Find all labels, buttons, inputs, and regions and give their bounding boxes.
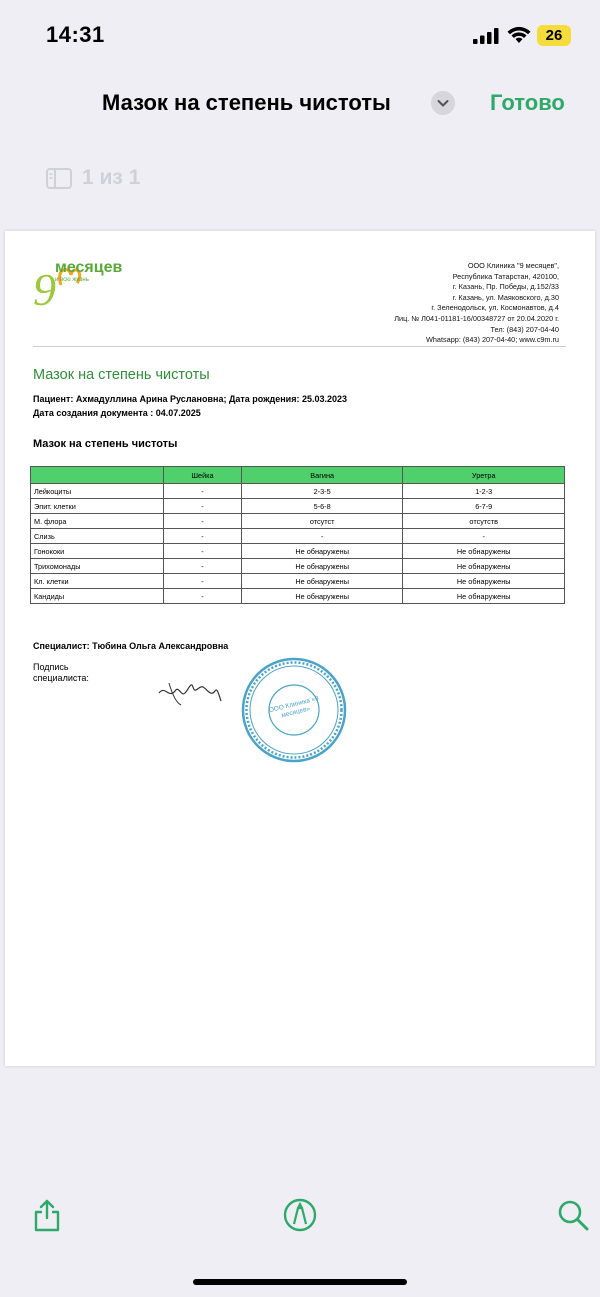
clinic-info-line: Whatsapp: (843) 207-04-40; www.c9m.ru <box>425 335 559 345</box>
clinic-info-line: Республика Татарстан, 420100, <box>452 271 559 281</box>
table-cell: Не обнаружены <box>403 559 565 574</box>
markup-icon[interactable] <box>283 1198 317 1232</box>
table-cell: Не обнаружены <box>241 559 403 574</box>
table-cell: - <box>164 544 242 559</box>
table-header-cell <box>31 467 164 484</box>
table-cell: Не обнаружены <box>241 589 403 604</box>
stamp-text: ООО Клиника «9 месяцев» <box>268 695 320 720</box>
results-table <box>30 466 565 604</box>
document-heading: Мазок на степень чистоты <box>33 367 210 383</box>
table-cell: 5-6-8 <box>241 499 403 514</box>
row-label: Слизь <box>31 529 164 544</box>
table-cell: Не обнаружены <box>403 589 565 604</box>
search-icon[interactable] <box>556 1198 590 1232</box>
row-label: Эпит. клетки <box>31 499 164 514</box>
share-icon[interactable] <box>30 1198 64 1232</box>
table-row <box>31 484 565 499</box>
table-cell: отсутств <box>403 514 565 529</box>
table-row <box>31 529 565 544</box>
battery-indicator: 26 <box>537 25 571 46</box>
row-label: Лейкоциты <box>31 484 164 499</box>
document-page <box>5 231 595 1066</box>
table-row <box>31 559 565 574</box>
table-cell: - <box>241 529 403 544</box>
header-divider <box>33 346 566 347</box>
clinic-info-line: г. Казань, Пр. Победы, д.152/33 <box>452 282 559 292</box>
table-row <box>31 574 565 589</box>
clinic-info-line: г. Зеленодольск, ул. Космонавтов, д.4 <box>431 303 559 313</box>
logo-wordmark: месяцев <box>55 259 123 276</box>
table-cell: отсутст <box>241 514 403 529</box>
table-cell: - <box>164 529 242 544</box>
clinic-info-line: Лиц. № Л041-01181-16/00348727 от 20.04.2020 г. <box>394 313 559 323</box>
table-header-cell: Вагина <box>241 467 403 484</box>
status-time: 14:31 <box>46 22 105 47</box>
table-row <box>31 544 565 559</box>
clinic-info-line: г. Казань, ул. Маяковского, д.30 <box>452 292 559 302</box>
document-title[interactable]: Мазок на степень чистоты <box>102 90 391 115</box>
table-cell: - <box>164 514 242 529</box>
document-date: Дата создания документа : 04.07.2025 <box>33 408 201 418</box>
table-cell: Не обнаружены <box>241 544 403 559</box>
specialist-name: Специалист: Тюбина Ольга Александровна <box>33 641 229 651</box>
row-label: Кандиды <box>31 589 164 604</box>
table-cell: - <box>164 589 242 604</box>
bottom-toolbar <box>0 1190 600 1250</box>
row-label: Кл. клетки <box>31 574 164 589</box>
cellular-signal-icon <box>473 28 499 44</box>
table-cell: Не обнаружены <box>403 574 565 589</box>
nav-bar <box>0 80 600 126</box>
section-title: Мазок на степень чистоты <box>33 438 178 450</box>
table-row <box>31 499 565 514</box>
logo-tagline: и всю жизнь <box>55 277 89 283</box>
table-cell: - <box>164 574 242 589</box>
table-header-cell: Шейка <box>164 467 242 484</box>
done-button[interactable]: Готово <box>490 90 565 115</box>
wifi-icon <box>507 26 531 44</box>
table-cell: Не обнаружены <box>241 574 403 589</box>
table-cell: 6-7-9 <box>403 499 565 514</box>
status-bar <box>0 0 600 70</box>
table-cell: 2-3-5 <box>241 484 403 499</box>
svg-text:9: 9 <box>33 264 56 315</box>
sidebar-icon <box>46 168 72 189</box>
page-count: 1 из 1 <box>82 166 141 189</box>
clinic-info-line: Тел: (843) 207-04-40 <box>490 324 559 334</box>
chevron-down-icon[interactable] <box>431 91 455 115</box>
table-row <box>31 589 565 604</box>
clinic-info-line: ООО Клиника "9 месяцев", <box>467 261 559 270</box>
table-cell: - <box>164 484 242 499</box>
table-header-row <box>31 467 565 484</box>
table-cell: 1-2-3 <box>403 484 565 499</box>
table-cell: - <box>164 559 242 574</box>
table-cell: Не обнаружены <box>403 544 565 559</box>
patient-info: Пациент: Ахмадуллина Арина Руслановна; Дата рождения: 25.03.2023 <box>33 394 348 404</box>
table-cell: - <box>164 499 242 514</box>
table-header-cell: Уретра <box>403 467 565 484</box>
row-label: М. флора <box>31 514 164 529</box>
clinic-info <box>394 261 559 346</box>
signature-label: Подпись специалиста: <box>33 662 89 683</box>
table-row <box>31 514 565 529</box>
home-indicator[interactable] <box>193 1279 407 1285</box>
row-label: Трихомонады <box>31 559 164 574</box>
row-label: Гонококи <box>31 544 164 559</box>
table-cell: - <box>403 529 565 544</box>
signature <box>155 671 225 711</box>
